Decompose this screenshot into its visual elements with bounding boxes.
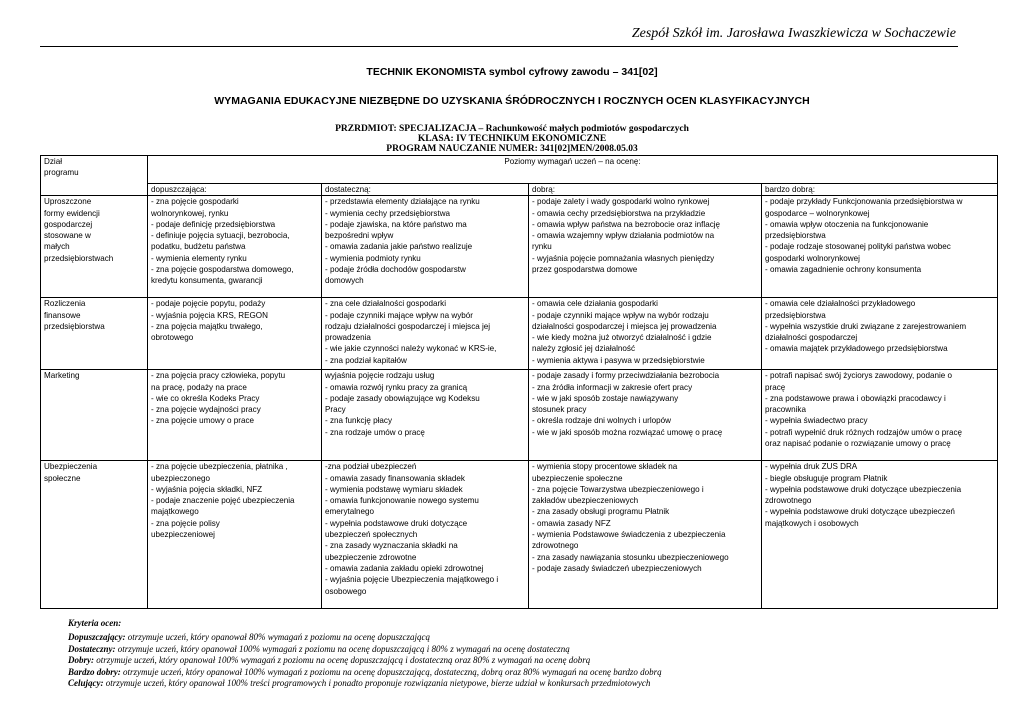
requirement-line: - wymienia stopy procentowe składek na (532, 462, 678, 472)
requirement-line: - wymienia elementy rynku (151, 253, 247, 263)
table-header-row (41, 156, 998, 184)
criteria-item (68, 632, 662, 643)
section-label-line: przedsiębiorstwach (44, 253, 114, 263)
requirements-cell-dobra (529, 370, 762, 461)
table-row (41, 298, 998, 370)
requirement-line: ubezpieczenie zdrowotne (325, 552, 417, 562)
requirement-line: - wypełnia podstawowe druki dotyczące (325, 518, 468, 528)
requirement-line: - wie jakie czynności należy wykonać w KRS-ie, (325, 344, 497, 354)
table-row (41, 461, 998, 609)
requirement-line: - określa rodzaje dni wolnych i urlopów (532, 416, 672, 426)
subject-line: PRZRDMIOT: SPECJALIZACJA – Rachunkowość małych podmiotów gospodarczych (335, 124, 689, 134)
criteria-item (68, 667, 662, 678)
section-label-line: Rozliczenia (44, 299, 86, 309)
requirement-line: - wie kiedy można już otworzyć działalność i gdzie (532, 333, 712, 343)
requirement-line: - potrafi wypełnić druk różnych rodzajów umów o pracę (765, 427, 963, 437)
criteria-label: Dobry: (68, 655, 94, 666)
requirements-cell-dostateczna (322, 298, 529, 370)
levels-header: Poziomy wymagań uczeń – na ocenę: (504, 157, 641, 166)
requirement-line: - wie w jaki sposób można rozwiązać umowę o pracę (532, 427, 723, 437)
requirement-line: - potrafi napisać swój życiorys zawodowy, podanie o (765, 371, 952, 381)
requirement-line: - zna pojęcie gospodarstwa domowego, (151, 265, 294, 275)
levels-header-cell (148, 156, 998, 184)
requirement-line: - wypełnia świadectwo pracy (765, 416, 868, 426)
requirement-line: emerytalnego (325, 507, 375, 517)
requirements-cell-dopuszczajaca (148, 298, 322, 370)
section-label-cell (41, 196, 148, 298)
section-label-cell (41, 461, 148, 609)
section-label-cell (41, 370, 148, 461)
requirement-line: rodzaju działalności gospodarczej i miejsca jej (325, 321, 491, 331)
requirement-line: - omawia cechy przedsiębiorstwa na przykładzie (532, 208, 706, 218)
requirement-line: - biegle obsługuje program Płatnik (765, 473, 888, 483)
requirement-line: - wypełnia podstawowe druki dotyczące ubezpieczeń (765, 507, 955, 517)
requirement-line: - przedstawia elementy działające na rynku (325, 197, 480, 207)
requirement-line: - wypełnia druk ZUS DRA (765, 462, 858, 472)
requirement-line: - zna pojęcie umowy o prace (151, 416, 255, 426)
requirement-line: - podaje zjawiska, na które państwo ma (325, 219, 467, 229)
requirement-line: - wyjaśnia pojęcie pomnażania własnych pieniędzy (532, 253, 715, 263)
requirement-line: zakładów ubezpieczeniowych (532, 496, 639, 506)
requirement-line: - podaje przykłady Funkcjonowania przedsiębiorstwa w (765, 197, 963, 207)
requirement-line: - definiuje pojęcia sytuacji, bezrobocia, (151, 231, 290, 241)
dzial-header-line: programu (44, 168, 79, 178)
requirement-line: na pracę, podaży na prace (151, 382, 247, 392)
requirements-cell-dopuszczajaca (148, 196, 322, 298)
requirements-cell-dobra (529, 461, 762, 609)
requirement-line: - omawia zasady finansowania składek (325, 473, 465, 483)
requirement-line: oraz napisać podanie o rozwiązanie umowy o pracę (765, 439, 951, 449)
section-label-line: przedsiębiorstwa (44, 321, 105, 331)
requirement-line: - omawia zasady NFZ (532, 518, 611, 528)
requirement-line: osobowego (325, 586, 367, 596)
requirement-line: - omawia majątek przykładowego przedsiębiorstwa (765, 344, 948, 354)
section-label-line: społeczne (44, 473, 81, 483)
requirement-line: gospodarki wolnorynkowej (765, 253, 860, 263)
criteria-text: otrzymuje uczeń, który opanował 100% wymagań z poziomu na ocenę dopuszczającą i dostateczną oraz 80% z wymagań na ocenę dobrą (94, 655, 591, 666)
requirement-line: domowych (325, 276, 364, 286)
requirement-line: - wyjaśnia pojęcia składki, NFZ (151, 484, 263, 494)
requirement-line: - omawia funkcjonowanie nowego systemu (325, 496, 479, 506)
requirement-line: - podaje zasady obowiązujące wg Kodeksu (325, 393, 480, 403)
document-title: TECHNIK EKONOMISTA symbol cyfrowy zawodu – 341[02] (366, 66, 658, 78)
document-subtitle: WYMAGANIA EDUKACYJNE NIEZBĘDNE DO UZYSKANIA ŚRÓDROCZNYCH I ROCZNYCH OCEN KLASYFIKACYJNYCH (214, 95, 810, 107)
requirement-line: - wymienia cechy przedsiębiorstwa (325, 208, 451, 218)
requirement-line: - wie w jaki sposób zostaje nawiązywany (532, 393, 679, 403)
criteria-item (68, 678, 662, 689)
requirement-line: prowadzenia (325, 333, 371, 343)
requirement-line: - zna pojęcia majątku trwałego, (151, 321, 263, 331)
requirement-line: - zna podstawowe prawa i obowiązki pracodawcy i (765, 393, 946, 403)
requirement-line: - omawia cele działalności przykładowego (765, 299, 916, 309)
section-label-line: Uproszczone (44, 197, 92, 207)
requirement-line: - wyjaśnia pojęcia KRS, REGON (151, 310, 268, 320)
header-divider (40, 46, 958, 47)
requirement-line: ubezpieczeniowej (151, 530, 215, 540)
requirements-table (40, 155, 998, 609)
requirement-line: - omawia wpływ otoczenia na funkcjonowanie (765, 219, 929, 229)
requirements-cell-dopuszczajaca (148, 370, 322, 461)
requirement-line: gospodarce – wolnorynkowej (765, 208, 870, 218)
requirement-line: rynku (532, 242, 552, 252)
requirement-line: - zna zasady wyznaczania składki na (325, 541, 458, 551)
section-label-line: formy ewidencji (44, 208, 100, 218)
requirement-line: - wypełnia wszystkie druki związane z zarejestrowaniem (765, 321, 967, 331)
requirement-line: - podaje definicję przedsiębiorstwa (151, 219, 276, 229)
requirement-line: - omawia zadania zakładu opieki zdrowotnej (325, 563, 484, 573)
requirements-cell-bardzo-dobra (762, 298, 998, 370)
table-row (41, 370, 998, 461)
criteria-item (68, 644, 662, 655)
column-header-dostateczna: dostateczną: (322, 184, 529, 196)
requirement-line: - podaje czynniki mające wpływ na wybór (325, 310, 473, 320)
requirement-line: - wymienia podstawę wymiaru składek (325, 484, 463, 494)
requirements-cell-dostateczna (322, 461, 529, 609)
program-line: PROGRAM NAUCZANIE NUMER: 341[02]MEN/2008.05.03 (386, 144, 638, 154)
section-label-line: małych (44, 242, 70, 252)
requirement-line: przedsiębiorstwa (765, 231, 826, 241)
requirement-line: ubezpieczenie społeczne (532, 473, 623, 483)
requirement-line: - zna podział kapitałów (325, 355, 407, 365)
requirement-line: - zna źródła informacji w zakresie ofert pracy (532, 382, 693, 392)
requirement-line: - zna pojęcie gospodarki (151, 197, 239, 207)
criteria-label: Dostateczny: (68, 643, 116, 654)
requirement-line: ubezpieczeń społecznych (325, 530, 418, 540)
requirement-line: stosunek pracy (532, 405, 587, 415)
requirements-cell-bardzo-dobra (762, 196, 998, 298)
requirement-line: - zna rodzaje umów o pracę (325, 427, 425, 437)
requirement-line: - wymienia aktywa i pasywa w przedsiębiorstwie (532, 355, 705, 365)
criteria-label: Bardzo dobry: (68, 666, 121, 677)
column-header-bardzo-dobra: bardzo dobrą: (762, 184, 998, 196)
requirement-line: kredytu konsumenta, gwarancji (151, 276, 263, 286)
school-name: Zespół Szkół im. Jarosława Iwaszkiewicza w Sochaczewie (631, 26, 956, 41)
requirement-line: - podaje rodzaje stosowanej polityki państwa wobec (765, 242, 951, 252)
requirement-line: przedsiębiorstwa (765, 310, 826, 320)
requirement-line: pracę (765, 382, 786, 392)
requirement-line: pracownika (765, 405, 806, 415)
requirement-line: -zna podział ubezpieczeń (325, 462, 417, 472)
requirement-line: ubezpieczonego (151, 473, 210, 483)
column-header-dobra: dobrą: (529, 184, 762, 196)
requirement-line: podatku, budżetu państwa (151, 242, 246, 252)
requirement-line: - wie co określa Kodeks Pracy (151, 393, 260, 403)
column-header-dopuszczajaca: dopuszczająca: (148, 184, 322, 196)
requirement-line: bezpośredni wpływ (325, 231, 394, 241)
requirement-line: - zna zasady nawiązania stosunku ubezpieczeniowego (532, 552, 729, 562)
requirement-line: - podaje czynniki mające wpływ na wybór rodzaju (532, 310, 709, 320)
dzial-header-cell (41, 156, 148, 196)
requirement-line: przez gospodarstwa domowe (532, 265, 638, 275)
requirements-cell-dostateczna (322, 196, 529, 298)
section-label-line: gospodarczej (44, 219, 93, 229)
requirement-line: - wypełnia podstawowe druki dotyczące ubezpieczenia (765, 484, 962, 494)
requirement-line: działalności gospodarczej i miejsca jej prowadzenia (532, 321, 717, 331)
requirement-line: zdrowotnego (765, 496, 812, 506)
requirements-cell-dopuszczajaca (148, 461, 322, 609)
criteria-label: Dopuszczający: (68, 632, 126, 643)
criteria-text: otrzymuje uczeń, który opanował 80% wymagań z poziomu na ocenę dopuszczającą (125, 632, 430, 643)
requirement-line: wyjaśnia pojęcie rodzaju usług (325, 371, 435, 381)
requirement-line: - zna pojęcie Towarzystwa ubezpieczeniowego i (532, 484, 704, 494)
criteria-label: Celujący: (68, 678, 104, 689)
grading-criteria (68, 618, 662, 689)
requirement-line: - zna zasady obsługi programu Płatnik (532, 507, 670, 517)
section-label-line: finansowe (44, 310, 81, 320)
requirement-line: obrotowego (151, 333, 194, 343)
criteria-title: Kryteria ocen: (68, 618, 122, 628)
requirement-line: - zna pojęcie polisy (151, 518, 220, 528)
requirements-cell-bardzo-dobra (762, 461, 998, 609)
section-label-line: Ubezpieczenia (44, 462, 98, 472)
requirements-cell-dobra (529, 196, 762, 298)
requirement-line: majątkowego (151, 507, 199, 517)
requirement-line: - omawia zagadnienie ochrony konsumenta (765, 265, 922, 275)
requirement-line: - podaje źródła dochodów gospodarstw (325, 265, 466, 275)
requirement-line: - zna pojęcia pracy człowieka, popytu (151, 371, 286, 381)
requirement-line: Pracy (325, 405, 346, 415)
requirement-line: zdrowotnego (532, 541, 579, 551)
criteria-text: otrzymuje uczeń, który opanował 100% treści programowych i ponadto proponuje rozwiązania nietypowe, bierze udział w konkursach przedmiotowych (103, 678, 651, 689)
requirement-line: - podaje zalety i wady gospodarki wolno rynkowej (532, 197, 710, 207)
requirement-line: - omawia zadania jakie państwo realizuje (325, 242, 473, 252)
requirement-line: - zna cele działalności gospodarki (325, 299, 447, 309)
requirements-cell-dostateczna (322, 370, 529, 461)
criteria-text: otrzymuje uczeń, który opanował 100% wymagań z poziomu na ocenę dopuszczającą, dostateczną, dobrą oraz 80% wymagań na ocenę bardzo dobrą (120, 666, 662, 677)
requirement-line: - zna pojęcie ubezpieczenia, płatnika , (151, 462, 288, 472)
requirement-line: - wymienia Podstawowe świadczenia z ubezpieczenia (532, 530, 726, 540)
requirements-cell-dobra (529, 298, 762, 370)
criteria-text: otrzymuje uczeń, który opanował 100% wymagań z poziomu na ocenę dopuszczającą i 80% z wymagań na ocenę dostateczną (115, 643, 570, 654)
requirement-line: - podaje zasady i formy przeciwdziałania bezrobocia (532, 371, 720, 381)
requirement-line: - wymienia podmioty rynku (325, 253, 421, 263)
requirement-line: - zna pojęcie wydajności pracy (151, 405, 261, 415)
dzial-header-line: Dział (44, 157, 62, 166)
requirement-line: - omawia wpływ państwa na bezrobocie oraz inflację (532, 219, 721, 229)
class-line: KLASA: IV TECHNIKUM EKONOMICZNE (417, 134, 607, 144)
requirement-line: - podaje znaczenie pojęć ubezpieczenia (151, 496, 295, 506)
criteria-item (68, 655, 662, 666)
grade-columns-row (41, 184, 998, 196)
requirement-line: - omawia rozwój rynku pracy za granicą (325, 382, 468, 392)
section-label-line: stosowane w (44, 231, 91, 241)
requirement-line: majątkowych i osobowych (765, 518, 859, 528)
section-label-cell (41, 298, 148, 370)
requirement-line: działalności gospodarczej (765, 333, 858, 343)
requirement-line: wolnorynkowej, rynku (151, 208, 229, 218)
requirement-line: należy zgłosić jej działalność (532, 344, 636, 354)
requirement-line: - omawia wzajemny wpływ działania podmiotów na (532, 231, 715, 241)
requirements-cell-bardzo-dobra (762, 370, 998, 461)
requirement-line: - podaje zasady świadczeń ubezpieczeniowych (532, 563, 702, 573)
requirement-line: - podaje pojęcie popytu, podaży (151, 299, 266, 309)
table-row (41, 196, 998, 298)
requirement-line: - wyjaśnia pojęcie Ubezpieczenia majątkowego i (325, 575, 499, 585)
section-label-line: Marketing (44, 371, 80, 381)
requirement-line: - omawia cele działania gospodarki (532, 299, 658, 309)
requirement-line: - zna funkcję płacy (325, 416, 393, 426)
